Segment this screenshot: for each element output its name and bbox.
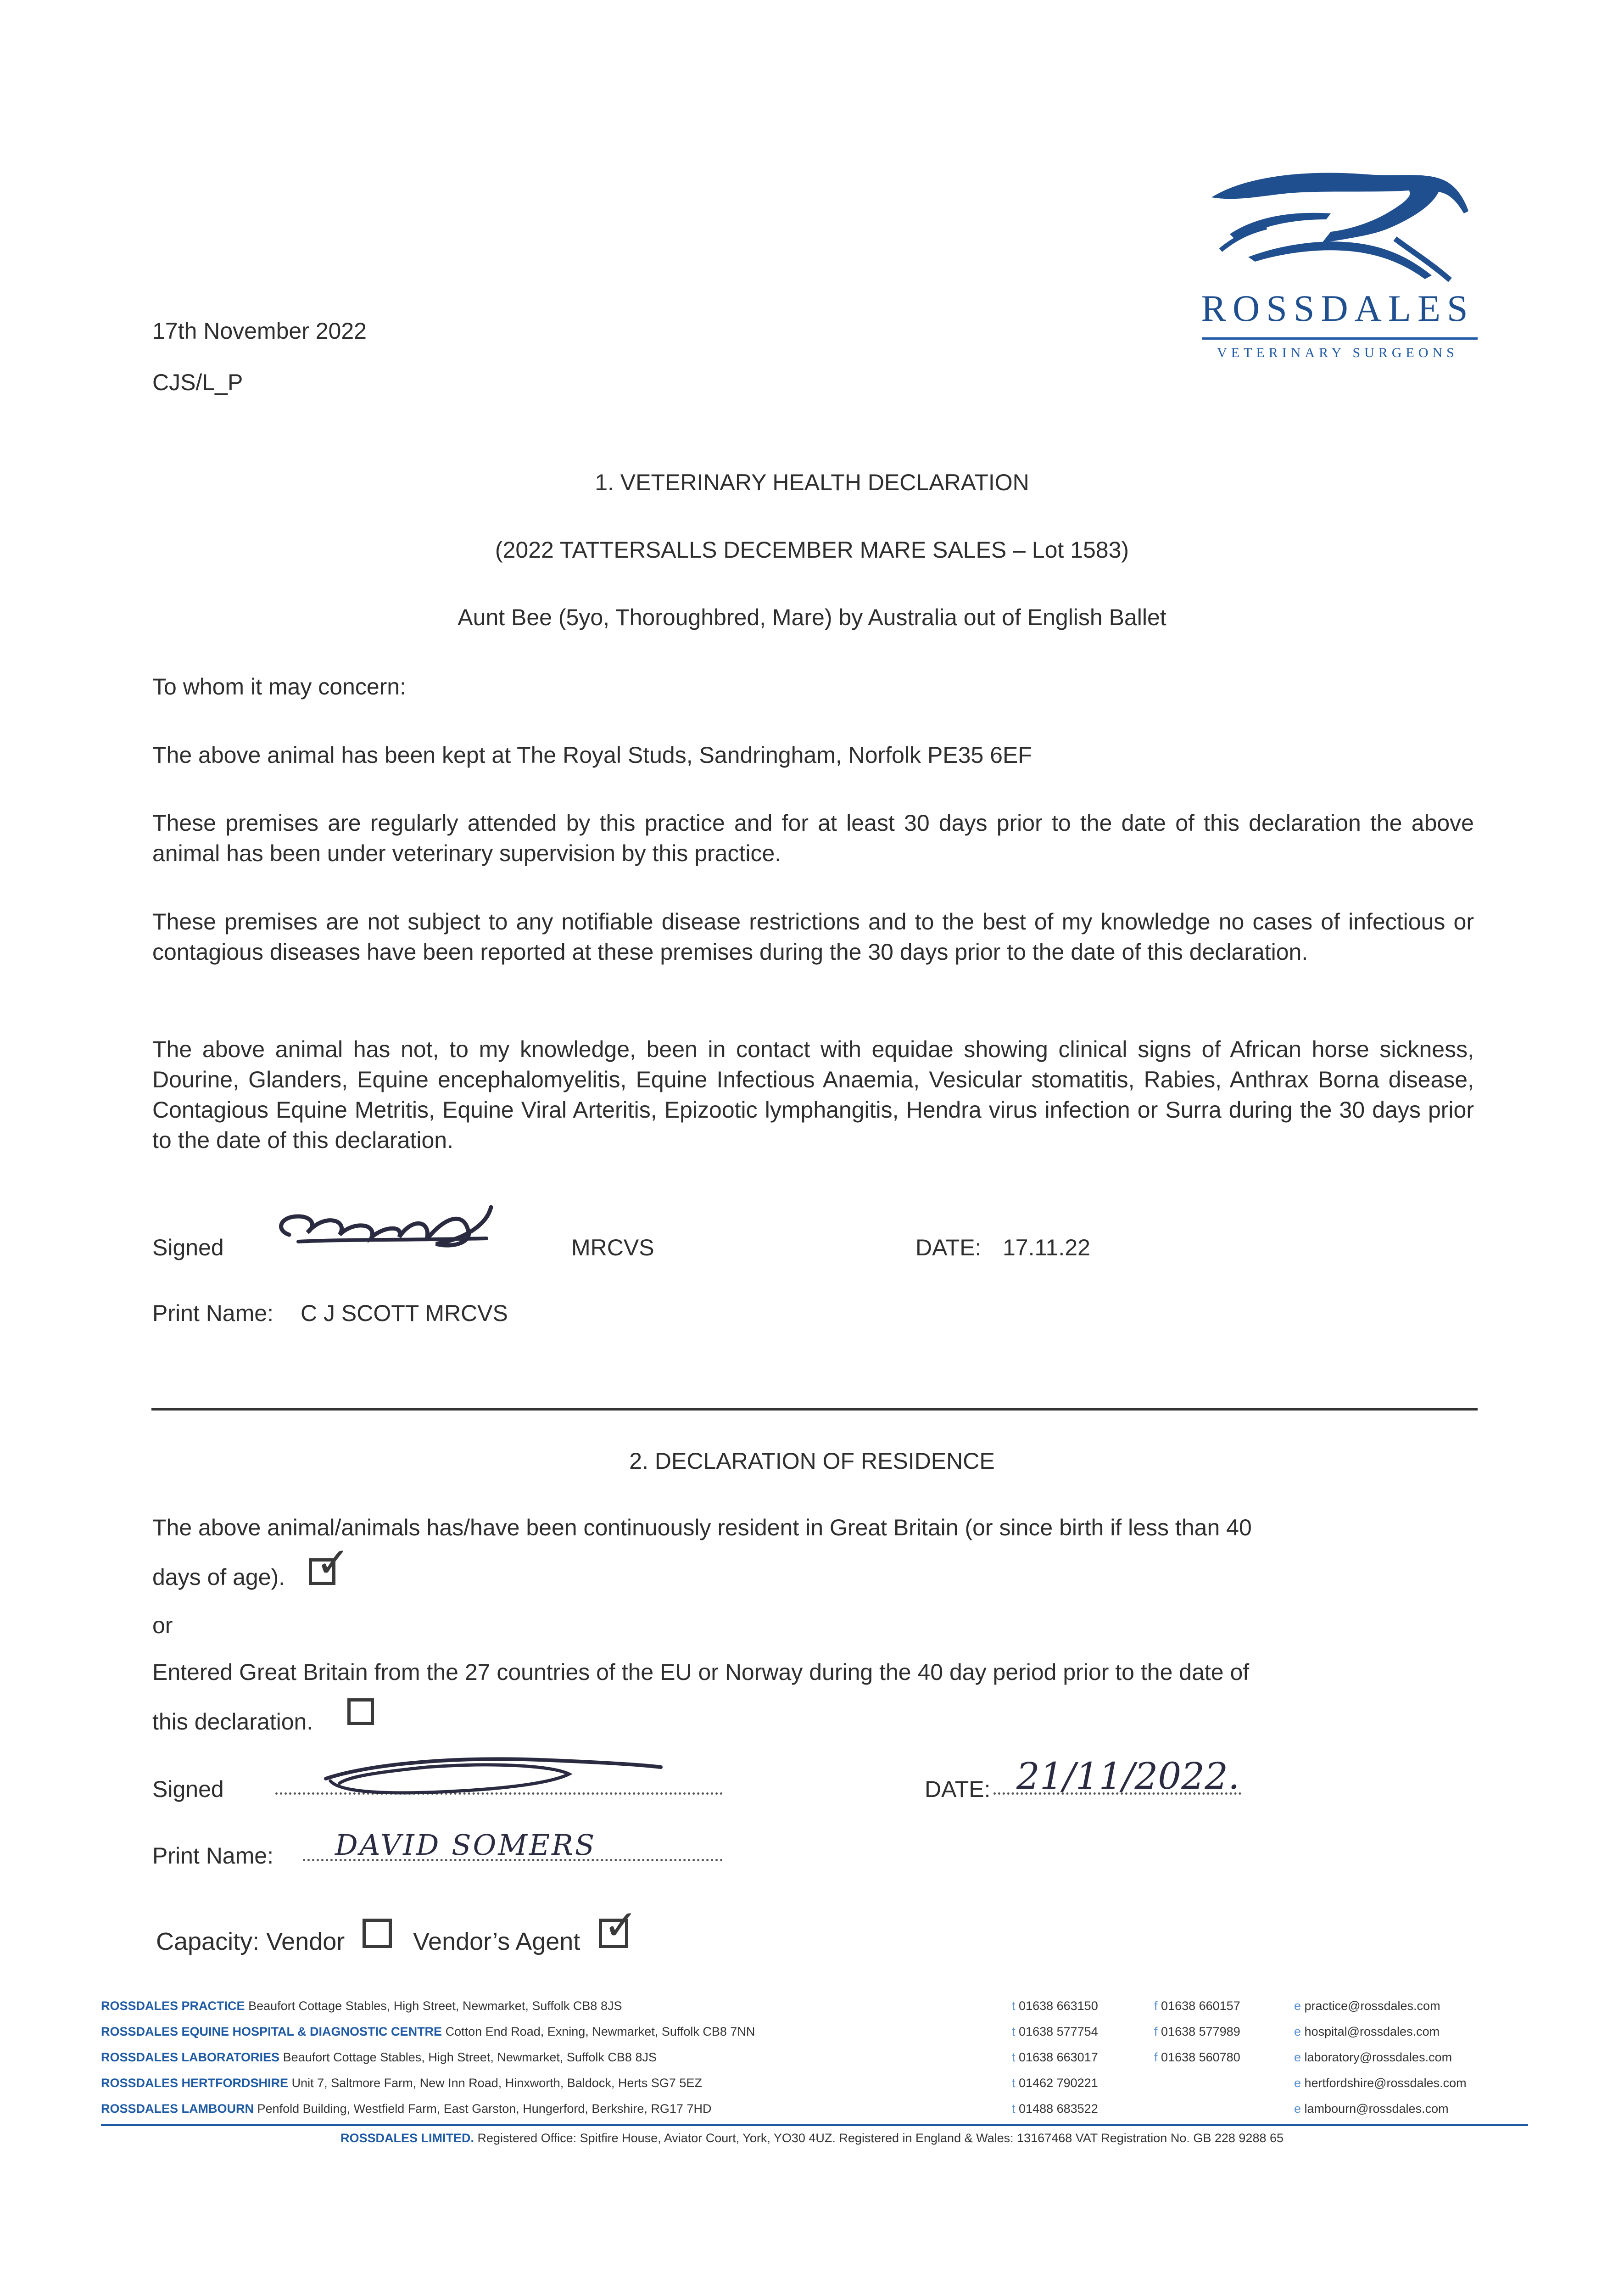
paragraph-restrictions: These premises are not subject to any notifiable disease restrictions and to the best of my knowledge no cases of infectious or contagious diseases have been reported at these premises during the 30 days prior to the date of this declaration. — [152, 909, 1474, 965]
footer-office-lambourn — [101, 2100, 711, 2117]
section2-print-name-label: Print Name: — [152, 1843, 273, 1869]
email-label: e — [1294, 2025, 1301, 2038]
section2-date-label: DATE: — [925, 1776, 991, 1802]
section1-title: 1. VETERINARY HEALTH DECLARATION — [595, 470, 1029, 495]
email-label: e — [1294, 2102, 1301, 2116]
fax-value: 01638 560780 — [1161, 2050, 1240, 2064]
phone-label: t — [1012, 2050, 1016, 2064]
capacity-vendor-checkbox[interactable] — [363, 1919, 392, 1948]
phone-value: 01462 790221 — [1019, 2076, 1098, 2090]
vet-qualification: MRCVS — [571, 1235, 654, 1260]
section2-title: 2. DECLARATION OF RESIDENCE — [629, 1448, 995, 1474]
phone-value: 01638 663017 — [1019, 2050, 1098, 2064]
email-value[interactable]: hertfordshire@rossdales.com — [1304, 2076, 1467, 2090]
footer-registration — [0, 2130, 1624, 2146]
residence-option2-checkbox[interactable] — [347, 1698, 374, 1725]
section2-signed-label: Signed — [152, 1776, 224, 1802]
footer-office-practice — [101, 1998, 622, 2014]
footer-office-address: Cotton End Road, Exning, Newmarket, Suffolk CB8 7NN — [445, 2025, 755, 2038]
residence-option1-tick-icon: ✓ — [316, 1539, 351, 1587]
footer-fax-hospital — [1154, 2023, 1240, 2040]
footer-phone-lambourn — [1012, 2100, 1098, 2117]
fax-value: 01638 660157 — [1161, 1999, 1240, 2013]
fax-label: f — [1154, 2050, 1158, 2064]
email-value[interactable]: practice@rossdales.com — [1304, 1999, 1440, 2013]
footer-office-hospital — [101, 2023, 755, 2040]
footer-email-hospital[interactable] — [1294, 2023, 1440, 2040]
footer-rule — [101, 2124, 1528, 2126]
footer-office-name: ROSSDALES EQUINE HOSPITAL & DIAGNOSTIC CENTRE — [101, 2025, 442, 2038]
brand-underline — [1202, 337, 1478, 340]
phone-value: 01638 663150 — [1019, 1999, 1098, 2013]
letter-reference: CJS/L_P — [152, 369, 243, 395]
footer-email-lambourn[interactable] — [1294, 2100, 1449, 2117]
section2-print-name-value: DAVID SOMERS — [335, 1828, 597, 1862]
letter-date: 17th November 2022 — [152, 318, 367, 344]
rossdales-horse-logo — [1193, 165, 1478, 285]
email-value[interactable]: hospital@rossdales.com — [1304, 2025, 1440, 2038]
footer-phone-practice — [1012, 1998, 1098, 2014]
section-divider — [151, 1408, 1478, 1411]
fax-label: f — [1154, 1999, 1158, 2013]
email-label: e — [1294, 2076, 1301, 2090]
footer-office-name: ROSSDALES PRACTICE — [101, 1999, 245, 2013]
vendor-signature — [312, 1746, 679, 1802]
fax-label: f — [1154, 2025, 1158, 2038]
residence-option1-line2: days of age). — [152, 1564, 285, 1590]
footer-phone-laboratories — [1012, 2049, 1098, 2066]
phone-label: t — [1012, 2025, 1016, 2038]
or-separator: or — [152, 1612, 173, 1638]
email-value[interactable]: lambourn@rossdales.com — [1304, 2102, 1449, 2116]
brand-tagline: VETERINARY SURGEONS — [1217, 345, 1458, 360]
salutation: To whom it may concern: — [152, 674, 406, 700]
phone-value: 01638 577754 — [1019, 2025, 1098, 2038]
footer-office-address: Beaufort Cottage Stables, High Street, Newmarket, Suffolk CB8 8JS — [248, 1999, 622, 2013]
footer-email-practice[interactable] — [1294, 1998, 1440, 2014]
footer-phone-hertfordshire — [1012, 2075, 1098, 2091]
phone-label: t — [1012, 1999, 1016, 2013]
footer-email-hertfordshire[interactable] — [1294, 2075, 1467, 2091]
capacity-agent-tick-icon: ✓ — [603, 1901, 638, 1949]
footer-office-address: Penfold Building, Westfield Farm, East Garston, Hungerford, Berkshire, RG17 7HD — [257, 2102, 712, 2116]
paragraph-contact: The above animal has not, to my knowledge, been in contact with equidae showing clinical signs of African horse sickness, Dourine, Glanders, Equine encephalomyelitis, Equine Infectious Anaemia, Vesicular stomatitis, Rabies, Anthrax Borna disease, Contagious Equine Metritis, Equine Viral Arteritis, Epizootic lymphangitis, Hendra virus infection or Surra during the 30 days prior to the date of this declaration. — [152, 1036, 1474, 1153]
section1-print-name-label: Print Name: — [152, 1300, 273, 1326]
footer-office-name: ROSSDALES LABORATORIES — [101, 2050, 280, 2064]
paragraph-premises: The above animal has been kept at The Royal Studs, Sandringham, Norfolk PE35 6EF — [152, 742, 1032, 768]
signed-label: Signed — [152, 1235, 224, 1260]
fax-value: 01638 577989 — [1161, 2025, 1240, 2038]
footer-fax-practice — [1154, 1998, 1240, 2014]
brand-name: ROSSDALES — [1201, 287, 1474, 329]
email-label: e — [1294, 1999, 1301, 2013]
section1-subtitle: (2022 TATTERSALLS DECEMBER MARE SALES – Lot 1583) — [495, 537, 1129, 563]
registered-company-name: ROSSDALES LIMITED. — [340, 2131, 474, 2145]
residence-option1-line1: The above animal/animals has/have been continuously resident in Great Britain (or since birth if less than 40 — [152, 1515, 1252, 1540]
residence-option2-line1: Entered Great Britain from the 27 countries of the EU or Norway during the 40 day period prior to the date of — [152, 1659, 1250, 1685]
footer-fax-laboratories — [1154, 2049, 1240, 2066]
section1-date-label: DATE: — [915, 1235, 982, 1260]
email-label: e — [1294, 2050, 1301, 2064]
footer-office-hertfordshire — [101, 2075, 702, 2091]
capacity-agent-label: Vendor’s Agent — [413, 1928, 580, 1955]
footer-office-name: ROSSDALES LAMBOURN — [101, 2102, 254, 2116]
registered-office-text: Registered Office: Spitfire House, Aviator Court, York, YO30 4UZ. Registered in England & Wales: 13167468 VAT Registration No. GB 228 9288 65 — [477, 2131, 1284, 2145]
phone-value: 01488 683522 — [1019, 2102, 1098, 2116]
section2-date-value: 21/11/2022. — [1016, 1755, 1240, 1797]
footer-office-address: Beaufort Cottage Stables, High Street, Newmarket, Suffolk CB8 8JS — [283, 2050, 657, 2064]
phone-label: t — [1012, 2076, 1016, 2090]
footer-office-name: ROSSDALES HERTFORDSHIRE — [101, 2076, 289, 2090]
section1-print-name-value: C J SCOTT MRCVS — [301, 1300, 508, 1326]
residence-option2-line2: this declaration. — [152, 1709, 313, 1735]
animal-description: Aunt Bee (5yo, Thoroughbred, Mare) by Australia out of English Ballet — [458, 605, 1166, 630]
vet-signature — [271, 1198, 509, 1258]
footer-office-address: Unit 7, Saltmore Farm, New Inn Road, Hinxworth, Baldock, Herts SG7 5EZ — [291, 2076, 702, 2090]
footer-phone-hospital — [1012, 2023, 1098, 2040]
section1-date-value: 17.11.22 — [1003, 1235, 1090, 1260]
footer-office-laboratories — [101, 2049, 657, 2066]
paragraph-supervision: These premises are regularly attended by this practice and for at least 30 days prior to the date of this declaration the above animal has been under veterinary supervision by this practice. — [152, 810, 1474, 866]
capacity-vendor-label: Capacity: Vendor — [156, 1928, 345, 1955]
email-value[interactable]: laboratory@rossdales.com — [1304, 2050, 1452, 2064]
footer-email-laboratories[interactable] — [1294, 2049, 1452, 2066]
phone-label: t — [1012, 2102, 1016, 2116]
